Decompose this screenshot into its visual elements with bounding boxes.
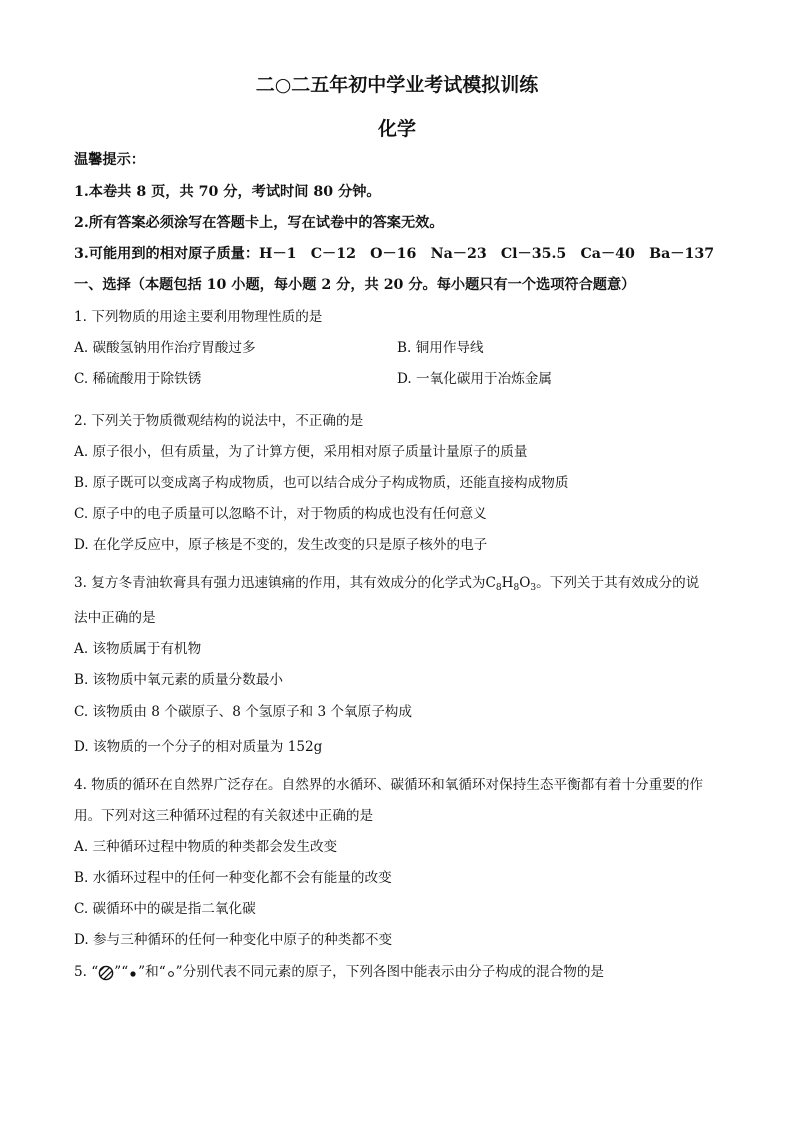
question-4-option-c: C. 碳循环中的碳是指二氧化碳 xyxy=(74,901,256,917)
hatched-circle-icon xyxy=(98,965,114,981)
question-3-stem xyxy=(74,574,699,597)
question-3-stem-before: 3. 复方冬青油软膏具有强力迅速镇痛的作用，其有效成分的化学式为 xyxy=(74,575,486,591)
question-4-option-b: B. 水循环过程中的任何一种变化都不会有能量的改变 xyxy=(74,870,392,886)
question-3-option-b: B. 该物质中氧元素的质量分数最小 xyxy=(74,672,283,688)
exam-title: 二○二五年初中学业考试模拟训练 xyxy=(255,74,539,96)
question-5-stem: 5. “ ”“ ”和“ ”分别代表不同元素的原子，下列各图中能表示由分子构成的混合物的是 xyxy=(74,963,604,981)
question-3-stem-after: 。下列关于其有效成分的说 xyxy=(536,575,700,591)
notice-label: 温馨提示： xyxy=(74,152,145,168)
question-2-option-a: A. 原子很小，但有质量，为了计算方便，采用相对原子质量计量原子的质量 xyxy=(74,444,528,460)
question-2-option-d: D. 在化学反应中，原子核是不变的，发生改变的只是原子核外的电子 xyxy=(74,537,488,553)
question-3-option-c: C. 该物质由 8 个碳原子、8 个氢原子和 3 个氧原子构成 xyxy=(74,704,412,720)
question-3-stem-cont: 法中正确的是 xyxy=(74,610,156,626)
question-1-option-d: D. 一氧化碳用于冶炼金属 xyxy=(397,371,552,387)
subject-title: 化学 xyxy=(377,118,416,140)
question-4-stem: 4. 物质的循环在自然界广泛存在。自然界的水循环、碳循环和氧循环对保持生态平衡都有着十分重要的作 xyxy=(74,777,704,793)
question-2-option-c: C. 原子中的电子质量可以忽略不计，对于物质的构成也没有任何意义 xyxy=(74,506,487,522)
question-4-stem-cont: 用。下列对这三种循环过程的有关叙述中正确的是 xyxy=(74,808,374,824)
question-2-option-b: B. 原子既可以变成离子构成物质，也可以结合成分子构成物质，还能直接构成物质 xyxy=(74,475,569,491)
question-2-stem: 2. 下列关于物质微观结构的说法中，不正确的是 xyxy=(74,413,364,429)
question-3-option-a: A. 该物质属于有机物 xyxy=(74,641,202,657)
notice-item-2: 2.所有答案必须涂写在答题卡上，写在试卷中的答案无效。 xyxy=(74,215,444,231)
section-heading: 一、选择（本题包括 10 小题，每小题 2 分，共 20 分。每小题只有一个选项符合题意） xyxy=(74,277,636,293)
notice-item-3: 3.可能用到的相对原子质量：H－1 C－12 O－16 Na－23 Cl－35.5 Ca－40 Ba－137 xyxy=(74,246,715,262)
question-4-option-a: A. 三种循环过程中物质的种类都会发生改变 xyxy=(74,839,338,855)
question-1-option-b: B. 铜用作导线 xyxy=(397,340,484,356)
question-4-option-d: D. 参与三种循环的任何一种变化中原子的种类都不变 xyxy=(74,932,393,948)
question-1-option-c: C. 稀硫酸用于除铁锈 xyxy=(74,371,202,387)
notice-item-1: 1.本卷共 8 页，共 70 分，考试时间 80 分钟。 xyxy=(74,184,381,200)
question-3-option-d: D. 该物质的一个分子的相对质量为 152g xyxy=(74,739,323,755)
question-1-option-a: A. 碳酸氢钠用作治疗胃酸过多 xyxy=(74,340,256,356)
chemical-formula: $C_8H_8O_3$ xyxy=(485,575,537,593)
black-dot-icon xyxy=(128,965,138,981)
white-circle-icon xyxy=(166,965,176,981)
question-1-stem: 1. 下列物质的用途主要利用物理性质的是 xyxy=(74,309,323,325)
